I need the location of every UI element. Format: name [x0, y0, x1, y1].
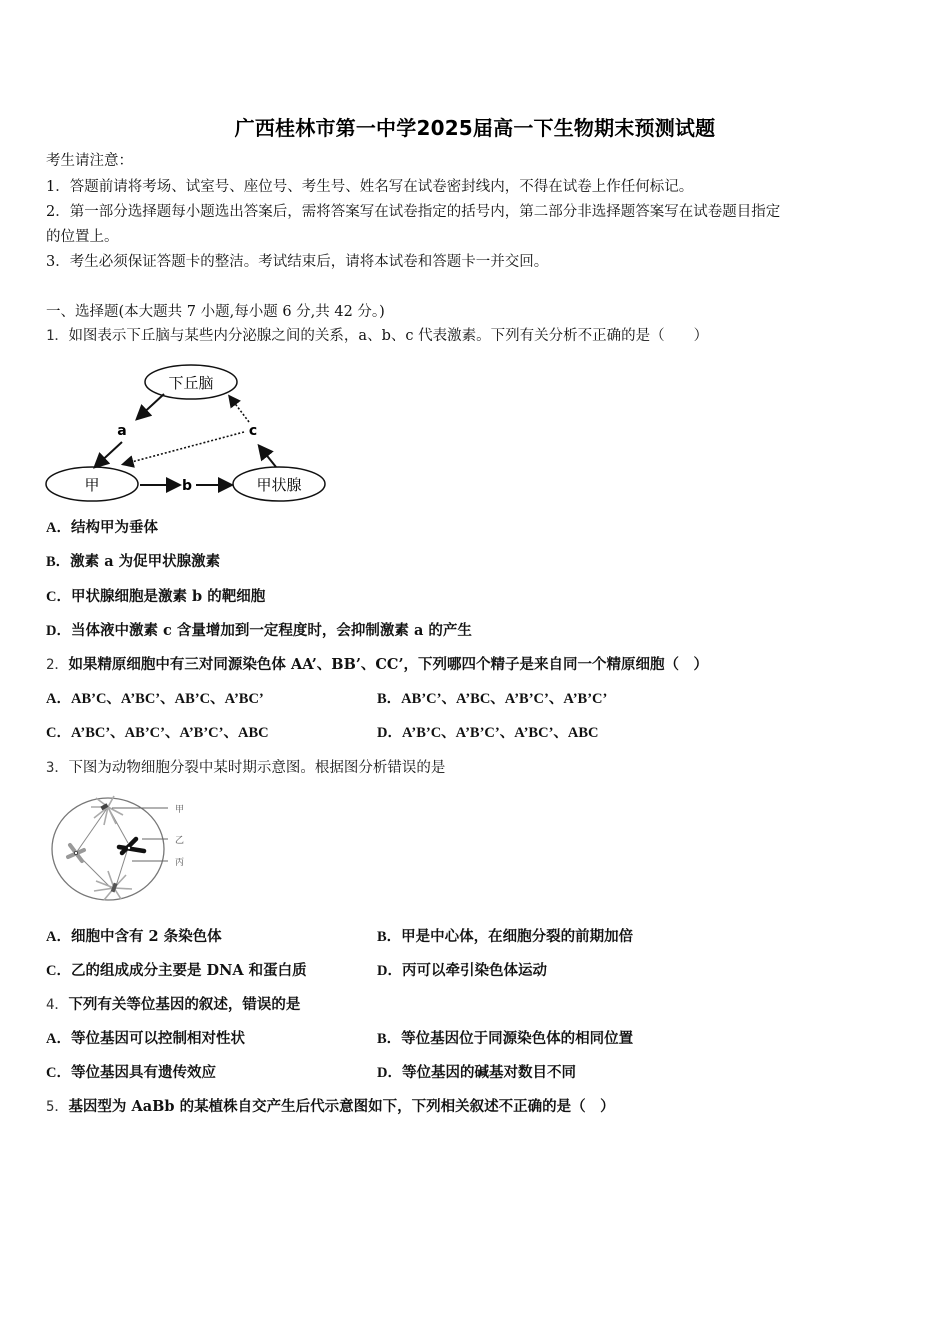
question-number: 5． [46, 1099, 69, 1115]
section-heading: 一、选择题(本大题共 7 小题,每小题 6 分,共 42 分。) [46, 304, 385, 320]
q4-option-d[interactable]: D．等位基因的碱基对数目不同 [377, 1064, 576, 1081]
notice-item-2-cont: 的位置上。 [46, 229, 119, 245]
hypothalamus-thyroid-diagram [44, 360, 334, 505]
arrow-a-lower [96, 442, 122, 466]
arrow-c-up [260, 447, 276, 467]
question-number: 2． [46, 657, 69, 673]
question-1 [46, 326, 708, 346]
q1-option-d[interactable]: D．当体液中激素 c 含量增加到一定程度时，会抑制激素 a 的产生 [46, 622, 472, 639]
question-stem: 如图表示下丘脑与某些内分泌腺之间的关系，a、b、c 代表激素。下列有关分析不正确的是（ ） [68, 328, 709, 344]
cell-division-diagram [46, 793, 196, 905]
notice-item-3: 3．考生必须保证答题卡的整洁。考试结束后，请将本试卷和答题卡一并交回。 [46, 254, 549, 270]
q4-option-c[interactable]: C．等位基因具有遗传效应 [46, 1064, 216, 1081]
arrow-c-to-jia [124, 432, 244, 464]
label-bing: 丙 [175, 858, 185, 868]
arrow-c-to-hypothalamus [230, 397, 249, 422]
label-jia: 甲 [175, 805, 185, 815]
question-number: 3． [46, 760, 69, 776]
notice-item-1: 1．答题前请将考场、试室号、座位号、考生号、姓名写在试卷密封线内，不得在试卷上作任何标记。 [46, 179, 694, 195]
q3-option-a[interactable]: A．细胞中含有 2 条染色体 [46, 928, 222, 945]
q2-option-a[interactable]: A．AB’C、A’BC’、AB’C、A’BC’ [46, 691, 264, 707]
node-label-top: 下丘脑 [168, 374, 214, 392]
label-a: a [117, 423, 127, 439]
q1-option-b[interactable]: B．激素 a 为促甲状腺激素 [46, 553, 221, 570]
label-c: c [248, 423, 258, 439]
question-3 [46, 758, 445, 778]
question-stem: 下列有关等位基因的叙述，错误的是 [68, 996, 301, 1013]
arrow-a-upper [138, 394, 164, 418]
question-stem: 如果精原细胞中有三对同源染色体 AA’、BB’、CC’，下列哪四个精子是来自同一个精原细胞（ ） [68, 656, 708, 673]
question-stem: 基因型为 AaBb 的某植株自交产生后代示意图如下，下列相关叙述不正确的是（ ） [68, 1098, 615, 1115]
q1-option-a[interactable]: A．结构甲为垂体 [46, 519, 158, 536]
page-title: 广西桂林市第一中学2025届高一下生物期末预测试题 [234, 116, 716, 140]
q2-option-c[interactable]: C．A’BC’、AB’C’、A’B’C’、ABC [46, 725, 269, 741]
node-label-left: 甲 [84, 476, 100, 494]
label-b: b [181, 478, 193, 494]
q3-option-d[interactable]: D．丙可以牵引染色体运动 [377, 962, 547, 979]
q4-option-b[interactable]: B．等位基因位于同源染色体的相同位置 [377, 1030, 634, 1047]
q3-option-c[interactable]: C．乙的组成成分主要是 DNA 和蛋白质 [46, 962, 307, 979]
question-4 [46, 995, 300, 1015]
question-5 [46, 1097, 615, 1117]
q2-option-d[interactable]: D．A’B’C、A’B’C’、A’BC’、ABC [377, 725, 599, 741]
question-number: 4． [46, 997, 69, 1013]
question-stem: 下图为动物细胞分裂中某时期示意图。根据图分析错误的是 [68, 760, 446, 776]
question-2 [46, 655, 708, 675]
notice-heading: 考生请注意： [46, 153, 133, 169]
notice-item-2: 2．第一部分选择题每小题选出答案后，需将答案写在试卷指定的括号内，第二部分非选择题答案写在试卷题目指定 [46, 204, 781, 220]
node-label-right: 甲状腺 [256, 476, 302, 494]
q1-option-c[interactable]: C．甲状腺细胞是激素 b 的靶细胞 [46, 588, 266, 605]
q4-option-a[interactable]: A．等位基因可以控制相对性状 [46, 1030, 245, 1047]
q2-option-b[interactable]: B．AB’C’、A’BC、A’B’C’、A’B’C’ [377, 691, 608, 707]
q3-option-b[interactable]: B．甲是中心体，在细胞分裂的前期加倍 [377, 928, 634, 945]
label-yi: 乙 [175, 836, 185, 846]
question-number: 1． [46, 328, 69, 344]
